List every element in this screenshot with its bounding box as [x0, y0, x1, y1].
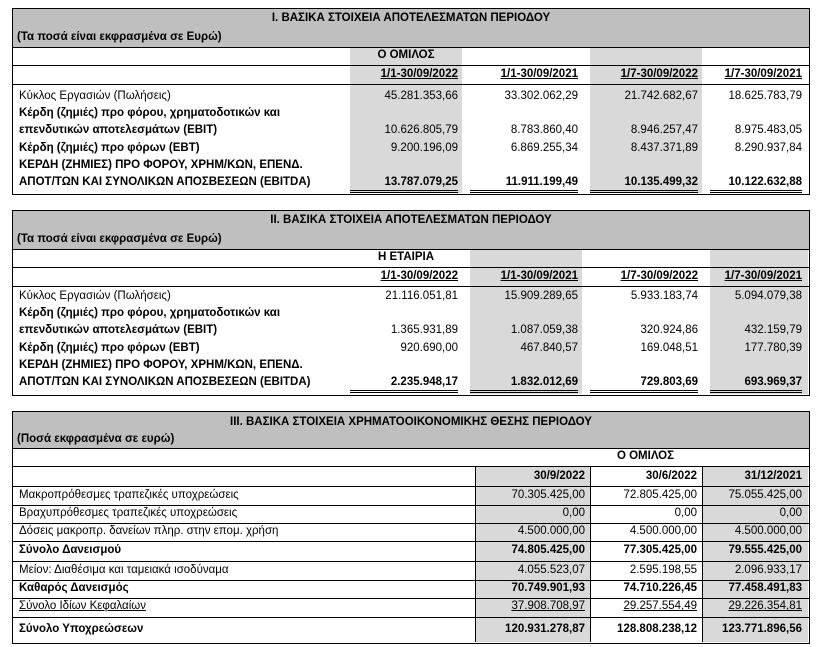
cell-value: 70.305.425,00	[511, 489, 585, 501]
cell-value: 79.555.425,00	[728, 544, 802, 556]
row-label: Κύκλος Εργασιών (Πωλήσεις)	[19, 90, 171, 102]
cell-value: 21.742.682,67	[624, 90, 698, 102]
cell-value: 5.933.183,74	[630, 290, 698, 302]
cell-value: 10.135.499,32	[590, 175, 698, 193]
row-label: Κύκλος Εργασιών (Πωλήσεις)	[19, 290, 171, 302]
section-title: II. ΒΑΣΙΚΑ ΣΤΟΙΧΕΙΑ ΑΠΟΤΕΛΕΣΜΑΤΩΝ ΠΕΡΙΟΔΟΥ	[270, 214, 552, 226]
row-label: Βραχυπρόθεσμες τραπεζικές υποχρεώσεις	[19, 507, 238, 519]
col-header: 1/1-30/09/2022	[380, 270, 458, 282]
cell-value: 177.780,39	[744, 342, 802, 354]
row-label: Κέρδη (ζημιές) προ φόρου, χρηματοδοτικών και	[19, 107, 281, 119]
cell-value: 8.783.860,40	[510, 124, 578, 136]
row-label: Σύνολο Υποχρεώσεων	[19, 623, 144, 635]
section-subtitle: (Τα ποσά είναι εκφρασμένα σε Ευρώ)	[17, 31, 222, 43]
cell-value: 29.257.554,49	[623, 600, 697, 612]
group-label: Ο ΟΜΙΛΟΣ	[616, 450, 675, 462]
row-label: ΚΕΡΔΗ (ΖΗΜΙΕΣ) ΠΡΟ ΦΟΡΟΥ, ΧΡΗΜ/ΚΩΝ, ΕΠΕΝΔ.	[19, 159, 303, 171]
group-label: Η ΕΤΑΙΡΙΑ	[377, 251, 434, 263]
cell-value: 15.909.289,65	[504, 290, 578, 302]
col-header: 1/1-30/09/2021	[500, 270, 578, 282]
row-label: ΑΠΟΤ/ΤΩΝ ΚΑΙ ΣΥΝΟΛΙΚΩΝ ΑΠΟΣΒΕΣΕΩΝ (EBITDA)	[19, 176, 311, 188]
cell-value: 21.116.051,81	[385, 290, 458, 302]
col-header: 1/7-30/09/2022	[620, 68, 698, 80]
cell-value: 0,00	[779, 507, 802, 519]
cell-value: 2.595.198,55	[629, 564, 697, 576]
financial-position-table	[12, 411, 810, 644]
cell-value: 432.159,79	[744, 324, 802, 336]
cell-value: 6.869.255,34	[510, 142, 578, 154]
cell-value: 11.911.199,49	[470, 175, 578, 193]
cell-value: 8.975.483,05	[734, 124, 802, 136]
results-table-company	[12, 210, 810, 396]
row-label: Μακροπρόθεσμες τραπεζικές υποχρεώσεις	[19, 489, 239, 501]
row-label: Καθαρός Δανεισμός	[19, 582, 129, 594]
cell-value: 120.931.278,87	[505, 623, 585, 635]
col-header: 1/7-30/09/2021	[724, 270, 802, 282]
cell-value: 13.787.079,25	[350, 175, 458, 193]
row-label: Δόσεις μακροπρ. δανείων πληρ. στην επομ. χρήση	[19, 525, 279, 537]
cell-value: 320.924,86	[640, 324, 698, 336]
results-table-group	[12, 8, 810, 195]
row-label: Κέρδη (ζημιές) προ φόρου, χρηματοδοτικών και	[19, 307, 281, 319]
col-header: 30/9/2022	[533, 470, 585, 482]
row-label: Κέρδη (ζημιές) προ φόρων (EBT)	[19, 142, 200, 154]
cell-value: 29.226.354,81	[728, 600, 802, 612]
section-title: III. ΒΑΣΙΚΑ ΣΤΟΙΧΕΙΑ ΧΡΗΜΑΤΟΟΙΚΟΝΟΜΙΚΗΣ ΘΕΣΗΣ ΠΕΡΙΟΔΟΥ	[230, 416, 592, 428]
cell-value: 33.302.062,29	[504, 90, 578, 102]
cell-value: 10.122.632,88	[710, 175, 802, 193]
cell-value: 1.365.931,89	[390, 324, 458, 336]
cell-value: 74.805.425,00	[511, 544, 585, 556]
cell-value: 920.690,00	[400, 342, 458, 354]
cell-value: 37.908.708,97	[511, 600, 585, 612]
cell-value: 77.305.425,00	[623, 544, 697, 556]
cell-value: 128.808.238,12	[617, 623, 697, 635]
cell-value: 4.500.000,00	[629, 525, 697, 537]
row-label: ΚΕΡΔΗ (ΖΗΜΙΕΣ) ΠΡΟ ΦΟΡΟΥ, ΧΡΗΜ/ΚΩΝ, ΕΠΕΝΔ.	[19, 359, 303, 371]
col-header: 1/7-30/09/2022	[620, 270, 698, 282]
cell-value: 10.626.805,79	[384, 124, 458, 136]
cell-value: 45.281.353,66	[384, 90, 458, 102]
section-subtitle: (Τα ποσά είναι εκφρασμένα σε Ευρώ)	[17, 233, 222, 245]
cell-value: 0,00	[674, 507, 697, 519]
cell-value: 0,00	[562, 507, 585, 519]
col-header: 31/12/2021	[744, 470, 802, 482]
cell-value: 74.710.226,45	[623, 582, 697, 594]
cell-value: 467.840,57	[520, 342, 578, 354]
row-label: Μείον: Διαθέσιμα και ταμειακά ισοδύναμα	[19, 564, 229, 576]
row-label: Κέρδη (ζημιές) προ φόρων (EBT)	[19, 342, 200, 354]
row-label: Σύνολο Δανεισμού	[19, 544, 122, 556]
cell-value: 72.805.425,00	[623, 489, 697, 501]
section-subtitle: (Ποσά εκφρασμένα σε ευρώ)	[17, 433, 175, 445]
cell-value: 8.437.371,89	[630, 142, 698, 154]
cell-value: 8.290.937,84	[734, 142, 802, 154]
cell-value: 729.803,69	[590, 375, 698, 393]
cell-value: 75.055.425,00	[728, 489, 802, 501]
cell-value: 2.096.933,17	[734, 564, 802, 576]
col-header: 1/7-30/09/2021	[724, 68, 802, 80]
col-header: 30/6/2022	[645, 470, 697, 482]
col-header: 1/1-30/09/2022	[380, 68, 458, 80]
cell-value: 4.055.523,07	[517, 564, 585, 576]
cell-value: 70.749.901,93	[511, 582, 585, 594]
group-label: Ο ΟΜΙΛΟΣ	[377, 49, 435, 61]
cell-value: 1.087.059,38	[510, 324, 578, 336]
cell-value: 1.832.012,69	[470, 375, 578, 393]
cell-value: 18.625.783,79	[728, 90, 802, 102]
cell-value: 77.458.491,83	[728, 582, 802, 594]
cell-value: 169.048,51	[640, 342, 698, 354]
row-label: ΑΠΟΤ/ΤΩΝ ΚΑΙ ΣΥΝΟΛΙΚΩΝ ΑΠΟΣΒΕΣΕΩΝ (EBITDA)	[19, 376, 311, 388]
cell-value: 4.500.000,00	[734, 525, 802, 537]
cell-value: 5.094.079,38	[734, 290, 802, 302]
cell-value: 123.771.896,56	[722, 623, 802, 635]
section-title: I. ΒΑΣΙΚΑ ΣΤΟΙΧΕΙΑ ΑΠΟΤΕΛΕΣΜΑΤΩΝ ΠΕΡΙΟΔΟΥ	[271, 12, 551, 24]
col-header: 1/1-30/09/2021	[500, 68, 578, 80]
row-label: Σύνολο Ιδίων Κεφαλαίων	[19, 600, 146, 612]
cell-value: 2.235.948,17	[350, 375, 458, 393]
cell-value: 4.500.000,00	[517, 525, 585, 537]
cell-value: 9.200.196,09	[390, 142, 458, 154]
row-label: επενδυτικών αποτελεσμάτων (EBIT)	[19, 324, 218, 336]
row-label: επενδυτικών αποτελεσμάτων (EBIT)	[19, 124, 218, 136]
cell-value: 693.969,37	[710, 375, 802, 393]
cell-value: 8.946.257,47	[630, 124, 698, 136]
